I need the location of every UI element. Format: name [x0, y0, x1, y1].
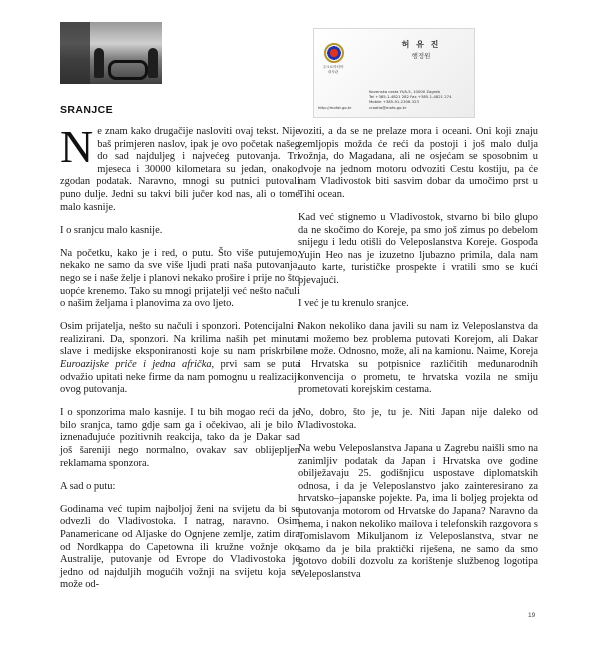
paragraph: A sad o putu: — [60, 480, 116, 492]
paragraph: Osim prijatelja, nešto su načuli i sponzori. Potencijalni i realizirani. Da, sponzori. Na krilima naših pet minuta slave i medijske eksponiranosti koje su nam priskrbile Euroazijske priče i jedna afrička, prvi sam se puta odvažio upitati neke firme da nam pomognu u realizaciji ovog putovanja. — [60, 321, 300, 396]
left-column — [60, 121, 300, 603]
paragraph: Nakon nekoliko dana javili su nam iz Veleposlanstva da mi možemo bez problema putovati Korejom, ali Dakar ne može. Odnosno, može, ali na kamionu. Naime, Koreja i Hrvatska su potpisnice različitih međunarodnih konvencija o prometu, te hrvatska vozila ne smiju prometovati korejskim cestama. — [298, 321, 538, 396]
embassy-emblem-icon — [324, 43, 344, 63]
card-address: Kovenska cesta YI/A-5, 10000 Zagreb Tel +385-1-4821 282 Fax +385-1-4821 274 Mobile +385-91-2306-323 croatia@mofa.go.kr — [369, 89, 452, 110]
card-name: 허 유 진 — [401, 40, 441, 49]
paragraph: Na početku, kako je i red, o putu. Što više putujemo, nekako ne samo da sve više ljudi prati naša putovanja, nego se i naše želje i planovi nekako prošire i prije no što uopće krenemo. Tako su mnogi prijatelji već nešto načuli o našim željama i planovima za ovo ljeto. — [60, 247, 300, 310]
paragraph: I već je tu krenulo sranjce. — [298, 298, 409, 310]
paragraph: Kad već stignemo u Vladivostok, stvarno bi bilo glupo da ne skočimo do Koreje, pa smo još zimus po debelom snijegu i ledu otišli do Veleposlanstva Koreje. Gospođa Yujin Heo nas je izuzetno ljubazno primila, dala nam auto karte, turističke prospekte i vratili smo se kući pjevajući. — [298, 212, 538, 287]
right-column — [298, 126, 538, 592]
card-emblem-text: 주크로아티아 대사관 — [322, 65, 344, 74]
paragraph: voziti, a da se ne prelaze mora i oceani. Oni koji znaju zemljopis možda će reći da postoji i još malo dulja vožnja, do Magadana, ali ne osjećam se sposobnim u dvoje na jednom motoru odvoziti Cestu kostiju, pa će nam Vladivostok biti sasvim dobar da umočimo prst u Tihi ocean. — [298, 126, 538, 200]
italic-title: Euroazijske priče i jedna afrička — [60, 359, 212, 370]
paragraph: Na webu Veleposlanstva Japana u Zagrebu naišli smo na zanimljiv podatak da Japan i Hrvatska ove godine obilježavaju 25. godišnjicu uspostave diplomatskih odnosa, i da je Veleposlanstvo jako zainteresirano za hrvatsko–japanske pojekte. Pa, ima li boljeg projekta od putovanja motorom od Hrvatske do Japana? Naravno da nema, i nakon nekoliko mailova i telefonskih razgovora s Tomislavom Mikuljanom iz Veleposlanstva, stvar ne samo da je bila praktički riješena, ne samo da smo gotovo dobili dozvolu za korištenje službenog logotipa Veleposlanstva — [298, 442, 538, 580]
page-number: 19 — [528, 612, 536, 619]
motorcycle-travelers-photo — [60, 22, 162, 84]
business-card-image — [313, 28, 475, 118]
paragraph: No, dobro, što je, tu je. Niti Japan nije daleko od Vladivostoka. — [298, 407, 538, 431]
paragraph: Ne znam kako drugačije nasloviti ovaj tekst. Nije baš primjeren naslov, ipak je ovo početak našeg do sad najduljeg i najvećeg putovanja. Tri mjeseca i 30000 kilometara su jedan, onako, zgodan podatak. Naravno, mnogi su putnici putovali puno dulje. Jedni su takvi bili jučer kod nas, ali o tome malo kasnije. — [60, 121, 300, 213]
card-website: http://mofat.go.kr — [318, 105, 352, 110]
article-heading: SRANJCE — [60, 104, 113, 116]
paragraph: I o sranjcu malo kasnije. — [60, 224, 163, 236]
card-role: 행정원 — [411, 52, 431, 60]
paragraph: I o sponzorima malo kasnije. I tu bih mogao reći da je bilo sranjca, tamo gdje sam ga i očekivao, ali je bilo i iznenađujuće pozitivnih reakcija, tako da je Dakar sad još šareniji nego normalno, ovakav sav oblijepljen reklamama sponzora. — [60, 407, 300, 469]
drop-cap: N — [60, 121, 94, 172]
paragraph: Godinama već tupim najboljoj ženi na svijetu da bi se odvezli do Vladivostoka. I natrag, naravno. Osim Panamericane od Aljaske do Ognjene zemlje, zatim dira od Nordkappa do Capetowna ili kružne vožnje oko Australije, putovanje od Evrope do Vladivostoka je jedno od najduljih mogućih vožnji na svijetu koja se može od- — [60, 503, 300, 591]
